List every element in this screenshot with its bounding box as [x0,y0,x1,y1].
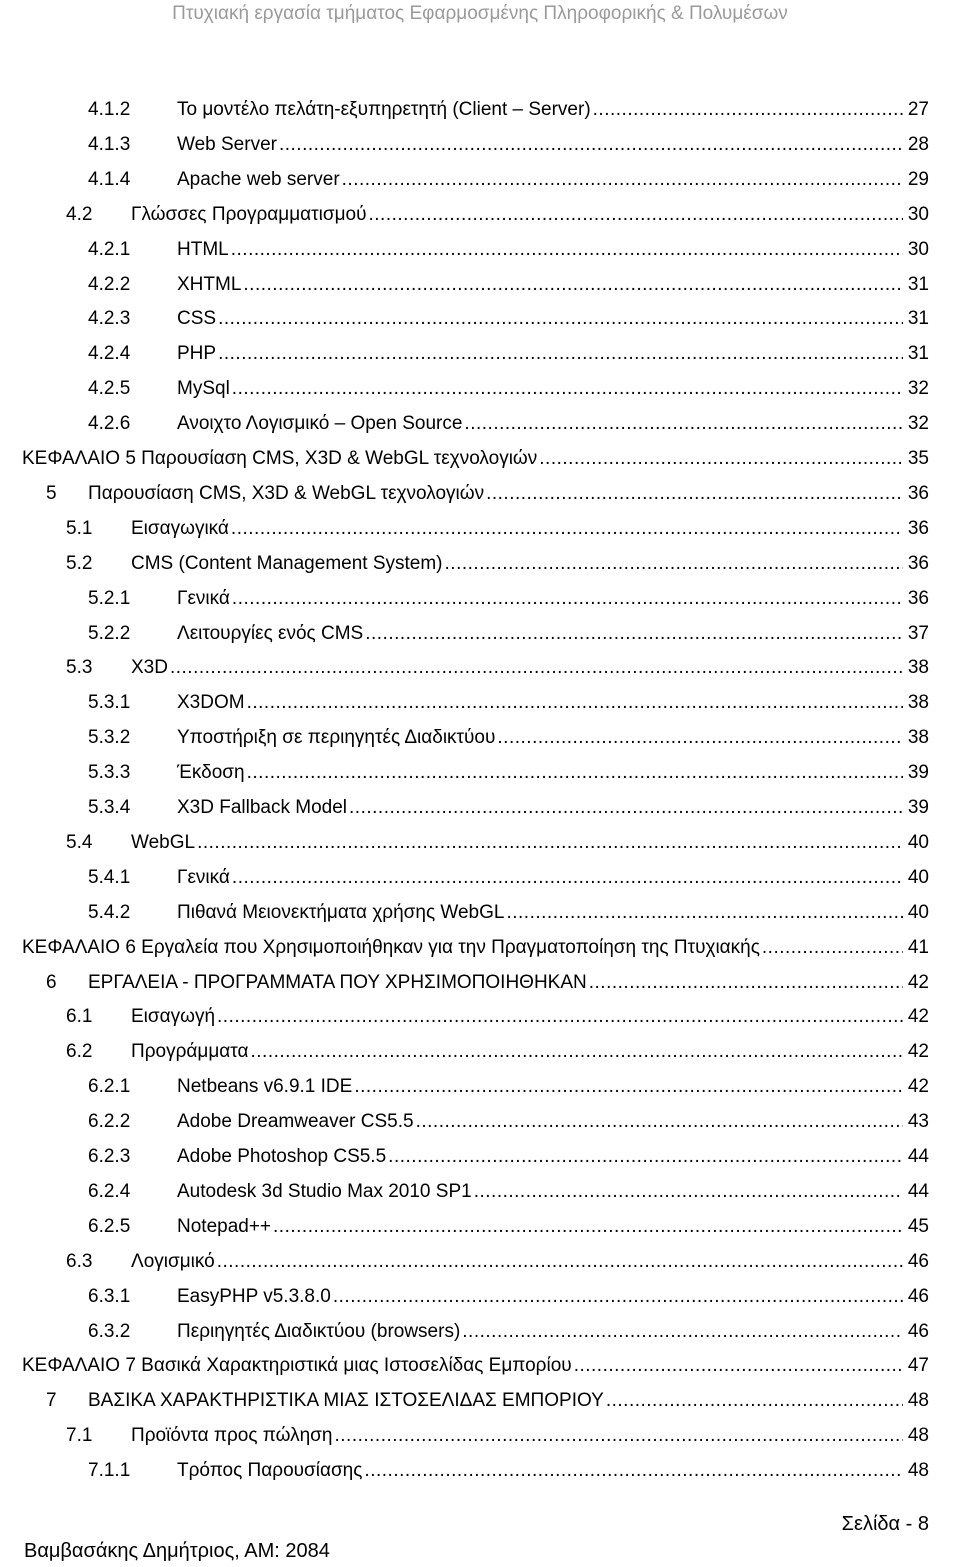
toc-entry[interactable] [0,1453,960,1488]
toc-entry-number: 6.2 [66,1041,93,1063]
dot-leader [251,1034,904,1069]
toc-entry-page: 38 [907,727,929,749]
toc-entry[interactable] [0,1348,960,1383]
toc-entry-title: Λογισμικό [131,1250,215,1272]
toc-entry-title: ΚΕΦΑΛΑΙΟ 5 Παρουσίαση CMS, X3D & WebGL τεχνολογιών [22,448,538,469]
toc-entry[interactable] [0,790,960,825]
dot-leader [197,825,903,860]
toc-entry[interactable] [0,1209,960,1244]
toc-entry[interactable] [0,1139,960,1174]
toc-entry-page: 43 [907,1111,929,1133]
dot-leader [342,162,903,197]
toc-entry-number: 4.1.3 [88,133,131,155]
dot-leader [273,1209,903,1244]
toc-entry[interactable] [0,1314,960,1349]
toc-entry[interactable] [0,1174,960,1209]
toc-entry-number: 4.1.2 [88,99,131,120]
toc-entry-title: XHTML [177,273,242,295]
toc-entry-title: Εισαγωγή [131,1006,216,1028]
toc-entry-number: 6.2.2 [88,1111,131,1133]
toc-entry-title: Adobe Dreamweaver CS5.5 [177,1111,414,1133]
dot-leader [247,755,903,790]
toc-entry-page: 39 [907,797,929,818]
dot-leader [445,546,903,581]
toc-entry-title: Γενικά [177,866,230,888]
toc-entry-page: 48 [907,1460,929,1482]
toc-entry-number: 4.2.5 [88,378,131,400]
toc-entry-page: 38 [907,657,929,679]
toc-entry-title: CMS (Content Management System) [131,552,443,574]
toc-entry-page: 46 [907,1285,929,1307]
toc-entry-title: Τρόπος Παρουσίασης [177,1460,363,1482]
toc-entry[interactable] [0,999,960,1034]
toc-entry-page: 36 [907,517,929,539]
toc-entry-page: 39 [907,762,929,784]
toc-entry-page: 27 [907,99,929,120]
toc-entry[interactable] [0,930,960,965]
toc-entry[interactable] [0,336,960,371]
toc-entry[interactable] [0,371,960,406]
dot-leader [365,616,903,651]
toc-entry-number: 7 [46,1390,57,1412]
dot-leader [462,1314,903,1349]
dot-leader [243,267,903,302]
dot-leader [762,930,903,965]
toc-entry[interactable] [0,546,960,581]
dot-leader [574,1348,903,1383]
dot-leader [497,720,903,755]
toc-entry-title: Υποστήριξη σε περιηγητές Διαδικτύου [177,727,496,749]
toc-entry-title: Ανοιχτο Λογισμικό – Open Source [177,413,463,435]
dot-leader [333,1279,903,1314]
dot-leader [170,650,903,685]
toc-entry[interactable] [0,755,960,790]
toc-entry-number: 4.2.6 [88,413,131,435]
toc-entry[interactable] [0,1244,960,1279]
toc-entry-page: 45 [907,1215,929,1237]
toc-entry[interactable] [0,92,960,127]
toc-entry-title: Γλώσσες Προγραμματισμού [131,203,367,225]
toc-entry-page: 30 [907,203,929,225]
toc-entry-number: 6.3.2 [88,1320,131,1342]
toc-entry-title: WebGL [131,831,196,853]
toc-entry-number: 5.3.3 [88,762,131,784]
toc-entry-title: HTML [177,238,229,260]
toc-entry-page: 48 [907,1425,929,1447]
toc-entry-page: 36 [907,587,929,609]
toc-entry[interactable] [0,1383,960,1418]
toc-entry[interactable] [0,1104,960,1139]
toc-entry-page: 36 [907,552,929,574]
toc-entry-number: 5.2.1 [88,587,131,609]
dot-leader [364,1453,903,1488]
toc-entry-title: ΚΕΦΑΛΑΙΟ 7 Βασικά Χαρακτηριστικά μιας Ιστοσελίδας Εμπορίου [22,1355,572,1377]
dot-leader [232,581,903,616]
toc-entry-title: ΕΡΓΑΛΕΙΑ - ΠΡΟΓΡΑΜΜΑΤΑ ΠΟΥ ΧΡΗΣΙΜΟΠΟΙΗΘΗΚΑΝ [88,971,587,993]
dot-leader [593,92,903,127]
dot-leader [354,1069,903,1104]
toc-entry-number: 5.2 [66,552,93,574]
toc-entry[interactable] [0,406,960,441]
toc-entry[interactable] [0,127,960,162]
dot-leader [232,371,903,406]
toc-entry-title: CSS [177,308,217,330]
toc-entry-number: 6.2.3 [88,1146,131,1167]
toc-entry-title: Netbeans v6.9.1 IDE [177,1076,353,1098]
dot-leader [217,999,903,1034]
toc-entry[interactable] [0,581,960,616]
toc-entry-title: MySql [177,378,230,400]
toc-entry-number: 5.3.4 [88,797,131,818]
toc-entry-title: Autodesk 3d Studio Max 2010 SP1 [177,1180,472,1202]
dot-leader [279,127,903,162]
toc-entry-title: Εισαγωγικά [131,517,229,539]
toc-entry-page: 36 [907,482,929,504]
dot-leader [474,1174,903,1209]
toc-entry-title: Apache web server [177,168,340,190]
toc-entry-page: 42 [907,1041,929,1063]
toc-entry[interactable] [0,476,960,511]
toc-entry[interactable] [0,511,960,546]
toc-entry-number: 6.3 [66,1250,93,1272]
dot-leader [506,895,903,930]
toc-entry-number: 4.2.3 [88,308,131,330]
toc-entry-number: 5.4.1 [88,866,131,888]
toc-entry[interactable] [0,825,960,860]
dot-leader [231,232,903,267]
toc-entry-page: 35 [907,448,929,469]
dot-leader [606,1383,903,1418]
toc-entry[interactable] [0,197,960,232]
toc-entry-number: 5.2.2 [88,622,131,644]
footer-author: Βαμβασάκης Δημήτριος, ΑΜ: 2084 [24,1540,330,1562]
dot-leader [217,1244,903,1279]
toc-entry[interactable] [0,616,960,651]
toc-entry-title: X3DOM [177,692,245,714]
toc-entry-page: 47 [907,1355,929,1377]
toc-entry-title: Περιηγητές Διαδικτύου (browsers) [177,1320,461,1342]
toc-entry-number: 6.2.5 [88,1215,131,1237]
toc-entry-number: 4.2.4 [88,343,131,365]
toc-entry[interactable] [0,1279,960,1314]
toc-entry-number: 5.1 [66,517,93,539]
toc-entry-title: ΒΑΣΙΚΑ ΧΑΡΑΚΤΗΡΙΣΤΙΚΑ ΜΙΑΣ ΙΣΤΟΣΕΛΙΔΑΣ ΕΜΠΟΡΙΟΥ [88,1390,604,1412]
dot-leader [416,1104,903,1139]
toc-entry-title: Προϊόντα προς πώληση [131,1425,333,1447]
toc-entry-title: PHP [177,343,217,365]
toc-entry-page: 31 [907,273,929,295]
toc-entry-page: 46 [907,1320,929,1342]
dot-leader [369,197,904,232]
toc-entry-page: 29 [907,168,929,190]
toc-entry[interactable] [0,720,960,755]
toc-entry[interactable] [0,895,960,930]
toc-entry-page: 40 [907,866,929,888]
toc-entry[interactable] [0,301,960,336]
toc-entry[interactable] [0,232,960,267]
toc-entry-page: 40 [907,831,929,853]
running-header: Πτυχιακή εργασία τμήματος Εφαρμοσμένης Πληροφορικής & Πολυμέσων [172,3,788,24]
toc-entry-page: 37 [907,622,929,644]
toc-entry-title: Έκδοση [177,762,245,784]
page-number: Σελίδα - 8 [841,1513,929,1535]
toc-entry-title: EasyPHP v5.3.8.0 [177,1285,331,1307]
toc-entry-page: 46 [907,1250,929,1272]
toc-entry-title: Web Server [177,133,277,155]
dot-leader [464,406,903,441]
toc-entry-number: 5.3 [66,657,93,679]
toc-entry-title: Πιθανά Μειονεκτήματα χρήσης WebGL [177,901,505,923]
toc-entry-number: 5.3.1 [88,692,131,714]
toc-entry-number: 4.2 [66,203,93,225]
toc-entry-number: 7.1.1 [88,1460,131,1482]
toc-entry-page: 44 [907,1146,929,1167]
toc-entry-number: 5.4.2 [88,901,131,923]
toc-entry-title: Παρουσίαση CMS, X3D & WebGL τεχνολογιών [88,482,485,504]
toc-entry[interactable] [0,441,960,476]
dot-leader [539,441,903,476]
toc-entry-number: 4.1.4 [88,168,131,190]
toc-entry-number: 4.2.1 [88,238,131,260]
toc-entry-title: X3D [131,657,168,679]
toc-entry-title: X3D Fallback Model [177,797,348,818]
toc-entry-number: 4.2.2 [88,273,131,295]
toc-entry-title: Adobe Photoshop CS5.5 [177,1146,387,1167]
toc-entry[interactable] [0,162,960,197]
dot-leader [232,860,903,895]
toc-entry-page: 42 [907,971,929,993]
dot-leader [486,476,903,511]
dot-leader [231,511,903,546]
toc-entry-page: 44 [907,1180,929,1202]
toc-entry-number: 5.3.2 [88,727,131,749]
toc-entry-page: 42 [907,1076,929,1098]
toc-entry-title: Notepad++ [177,1215,272,1237]
toc-entry-page: 32 [907,413,929,435]
toc-entry[interactable] [0,267,960,302]
toc-entry-number: 6.3.1 [88,1285,131,1307]
toc-entry-number: 5 [46,482,57,504]
toc-entry[interactable] [0,1034,960,1069]
toc-entry-page: 48 [907,1390,929,1412]
toc-entry-page: 28 [907,133,929,155]
toc-entry[interactable] [0,1069,960,1104]
dot-leader [334,1418,903,1453]
toc-entry-title: Λειτουργίες ενός CMS [177,622,364,644]
toc-entry-number: 6.2.4 [88,1180,131,1202]
dot-leader [388,1139,903,1174]
toc-entry[interactable] [0,1418,960,1453]
toc-entry[interactable] [0,860,960,895]
toc-entry[interactable] [0,650,960,685]
toc-entry[interactable] [0,685,960,720]
dot-leader [218,301,903,336]
toc-entry-page: 40 [907,901,929,923]
toc-entry-page: 42 [907,1006,929,1028]
toc-entry-page: 30 [907,238,929,260]
toc-entry-title: ΚΕΦΑΛΑΙΟ 6 Εργαλεία που Χρησιμοποιήθηκαν για την Πραγματοποίηση της Πτυχιακής [22,936,760,958]
toc-entry-page: 41 [907,936,929,958]
toc-entry-number: 6.1 [66,1006,93,1028]
dot-leader [349,790,903,825]
toc-entry-title: Το μοντέλο πελάτη-εξυπηρετητή (Client – Server) [177,99,591,120]
dot-leader [247,685,903,720]
toc-entry-title: Γενικά [177,587,230,609]
toc-entry-number: 7.1 [66,1425,93,1447]
toc-entry-number: 6.2.1 [88,1076,131,1098]
toc-entry-page: 32 [907,378,929,400]
toc-entry-number: 6 [46,971,57,993]
toc-entry[interactable] [0,965,960,1000]
toc-entry-title: Προγράμματα [131,1041,249,1063]
dot-leader [589,965,903,1000]
toc-entry-page: 31 [907,343,929,365]
toc-entry-page: 38 [907,692,929,714]
toc-entry-page: 31 [907,308,929,330]
toc-entry-number: 5.4 [66,831,93,853]
dot-leader [218,336,903,371]
